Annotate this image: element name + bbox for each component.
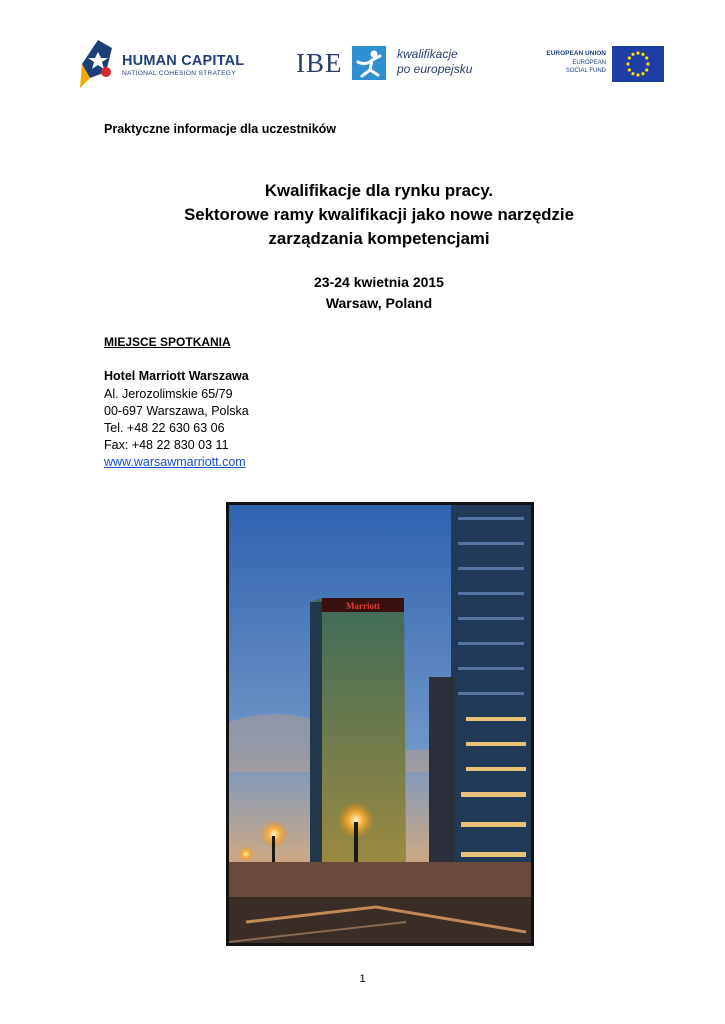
eu-line2: EUROPEAN	[572, 60, 606, 66]
event-date: 23-24 kwietnia 2015	[314, 274, 444, 290]
title-line-1: Kwalifikacje dla rynku pracy.	[264, 181, 494, 200]
title-line-3: zarządzania kompetencjami	[268, 229, 490, 248]
ibe-name: IBE	[296, 48, 343, 78]
venue-website-link[interactable]: www.warsawmarriott.com	[104, 455, 246, 469]
page-number: 1	[359, 973, 366, 985]
title-line-2: Sektorowe ramy kwalifikacji jako nowe narzędzie	[184, 205, 574, 224]
human-capital-subtitle: NATIONAL COHESION STRATEGY	[122, 70, 236, 77]
marriott-sign: Marriott	[346, 601, 380, 611]
eu-flag-icon	[612, 46, 664, 82]
eu-line1: EUROPEAN UNION	[546, 50, 606, 57]
event-city: Warsaw, Poland	[325, 295, 433, 311]
ibe-tagline-line1: kwalifikacje	[397, 47, 458, 61]
ibe-logo	[296, 44, 476, 84]
venue-postal: 00-697 Warszawa, Polska	[104, 404, 249, 418]
venue-street: Al. Jerozolimskie 65/79	[104, 387, 233, 401]
kicker-text: Praktyczne informacje dla uczestników	[104, 122, 337, 136]
human-capital-logo	[78, 38, 245, 90]
section-heading: MIEJSCE SPOTKANIA	[104, 335, 231, 349]
venue-phone: Tel. +48 22 630 63 06	[104, 421, 225, 435]
ibe-figure-icon	[352, 46, 386, 80]
human-capital-title: HUMAN CAPITAL	[122, 53, 245, 69]
human-capital-emblem-icon	[78, 38, 118, 90]
venue-fax: Fax: +48 22 830 03 11	[104, 438, 229, 452]
ibe-tagline-line2: po europejsku	[397, 62, 473, 76]
eu-social-fund-logo	[538, 46, 664, 84]
eu-line3: SOCIAL FUND	[565, 68, 606, 74]
hotel-photo	[226, 502, 534, 946]
venue-name: Hotel Marriott Warszawa	[104, 369, 249, 383]
